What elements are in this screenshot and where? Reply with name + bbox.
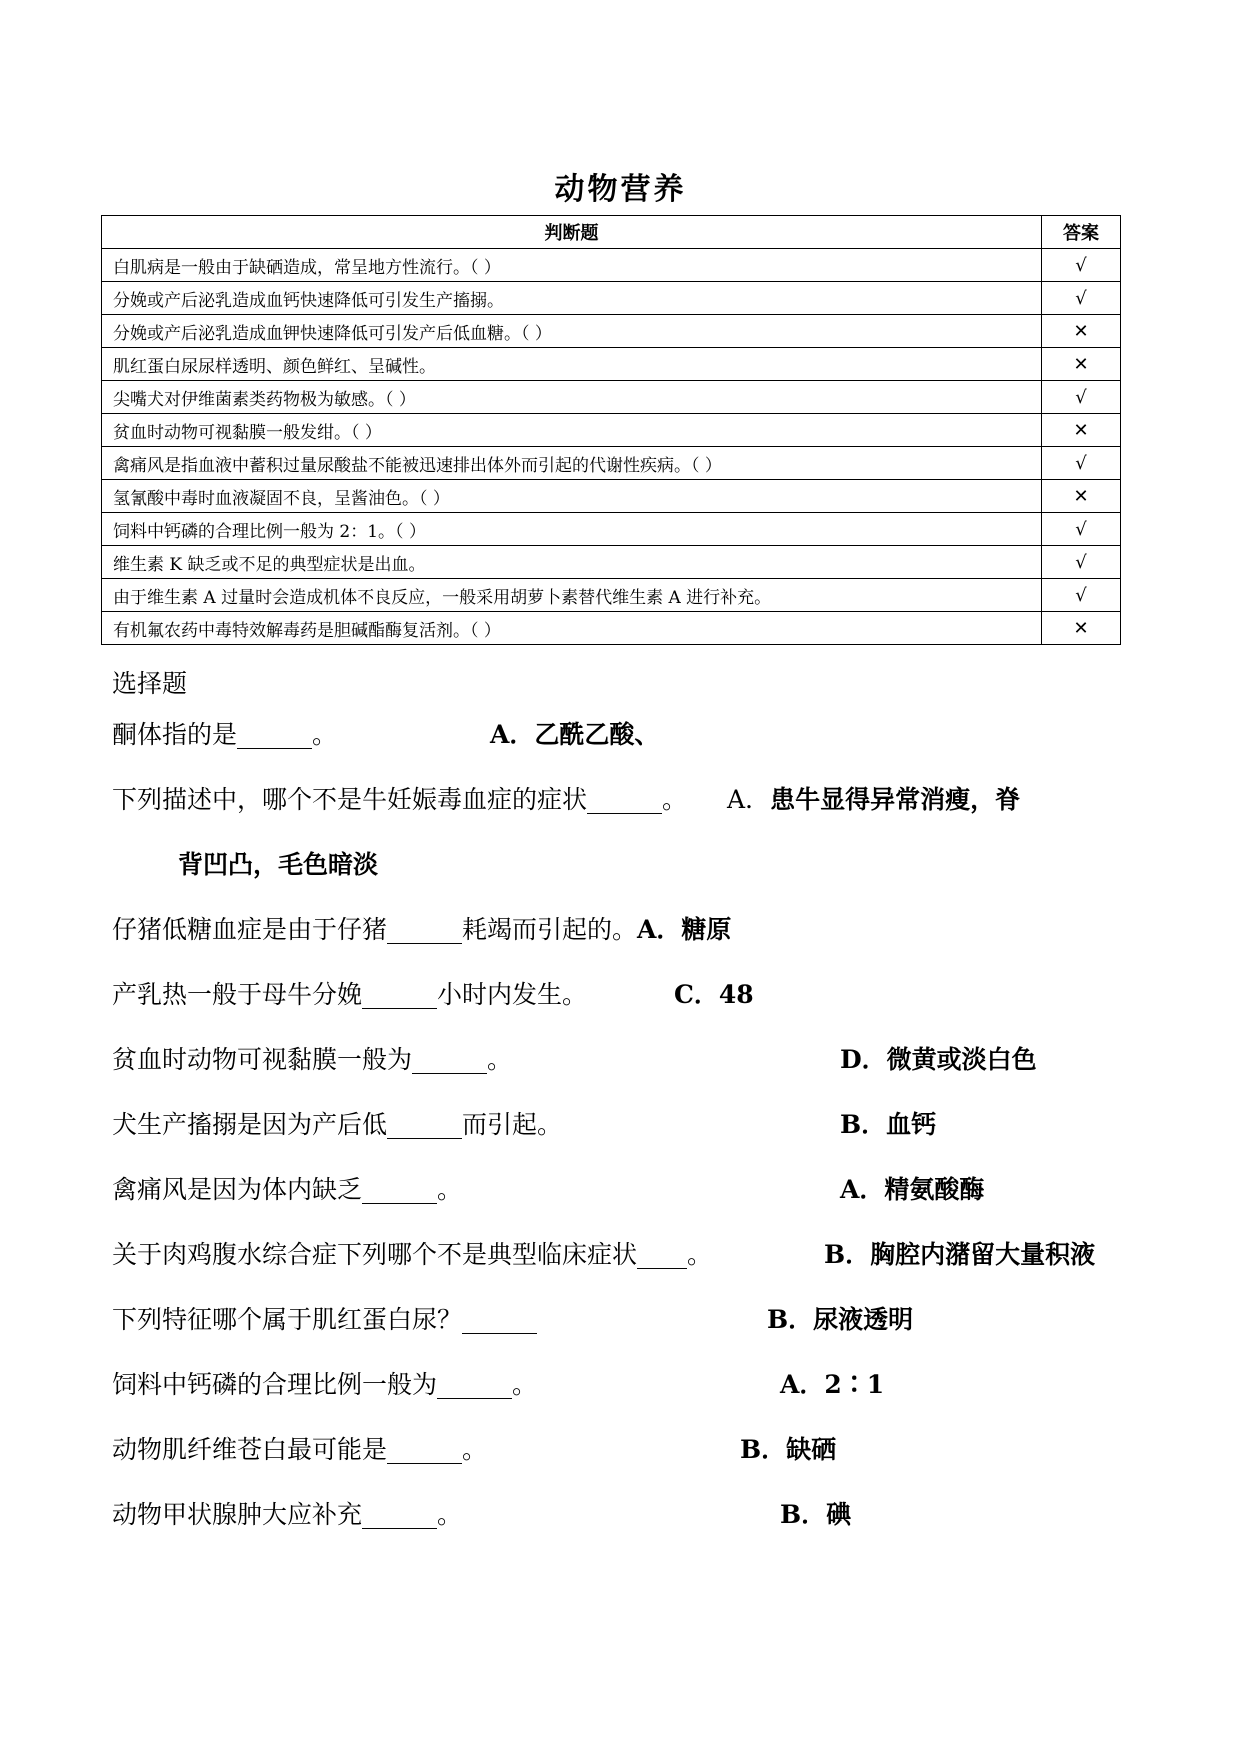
question-text: 动物肌纤维苍白最可能是______。: [112, 1435, 488, 1464]
judgment-table: [101, 215, 1121, 645]
answer-text: C．48: [674, 980, 754, 1009]
question-cell: 白肌病是一般由于缺硒造成，常呈地方性流行。（ ）: [102, 249, 1042, 282]
header-answer: 答案: [1042, 216, 1121, 249]
table-row: [102, 249, 1121, 282]
question-text: 关于肉鸡腹水综合症下列哪个不是典型临床症状____。: [112, 1240, 713, 1269]
answer-text: A．糖原: [637, 915, 732, 944]
table-row: [102, 315, 1121, 348]
choice-list: [112, 720, 1142, 1565]
table-row: [102, 546, 1121, 579]
answer-text: B．碘: [780, 1500, 852, 1529]
question-cell: 分娩或产后泌乳造成血钙快速降低可引发生产搐搦。: [102, 282, 1042, 315]
answer-cell: ✕: [1042, 612, 1121, 645]
answer-cell: √: [1042, 579, 1121, 612]
answer-cell: √: [1042, 381, 1121, 414]
question-text: 下列描述中，哪个不是牛妊娠毒血症的症状______。: [112, 785, 688, 814]
answer-cell: √: [1042, 513, 1121, 546]
list-item: [112, 1045, 1142, 1110]
answer-text: D．微黄或淡白色: [840, 1045, 1037, 1074]
question-cell: 分娩或产后泌乳造成血钾快速降低可引发产后低血糖。（ ）: [102, 315, 1042, 348]
list-item: [112, 1305, 1142, 1370]
list-item: [112, 1435, 1142, 1500]
question-text: 饲料中钙磷的合理比例一般为______。: [112, 1370, 538, 1399]
answer-cell: ✕: [1042, 348, 1121, 381]
list-item: [112, 915, 1142, 980]
question-cell: 贫血时动物可视黏膜一般发绀。（ ）: [102, 414, 1042, 447]
answer-text: A．2∶1: [780, 1370, 885, 1399]
question-cell: 由于维生素 A 过量时会造成机体不良反应，一般采用胡萝卜素替代维生素 A 进行补充。: [102, 579, 1042, 612]
list-item: [112, 1370, 1142, 1435]
answer-text: A．精氨酸酶: [840, 1175, 985, 1204]
question-text: 下列特征哪个属于肌红蛋白尿？______: [112, 1305, 538, 1334]
list-item: [112, 980, 1142, 1045]
question-cell: 维生素 K 缺乏或不足的典型症状是出血。: [102, 546, 1042, 579]
question-cell: 禽痛风是指血液中蓄积过量尿酸盐不能被迅速排出体外而引起的代谢性疾病。（ ）: [102, 447, 1042, 480]
answer-cell: √: [1042, 282, 1121, 315]
choice-section-title: 选择题: [112, 669, 188, 698]
table-row: [102, 480, 1121, 513]
list-item: [112, 785, 1142, 915]
answer-text: B．血钙: [840, 1110, 937, 1139]
answer-cell: ✕: [1042, 414, 1121, 447]
question-text: 酮体指的是______。: [112, 720, 338, 749]
answer-cell: ✕: [1042, 315, 1121, 348]
answer-cell: √: [1042, 249, 1121, 282]
table-header-row: [102, 216, 1121, 249]
answer-cell: √: [1042, 546, 1121, 579]
table-row: [102, 447, 1121, 480]
question-cell: 饲料中钙磷的合理比例一般为 2：1。（ ）: [102, 513, 1042, 546]
question-text: 禽痛风是因为体内缺乏______。: [112, 1175, 463, 1204]
question-cell: 尖嘴犬对伊维菌素类药物极为敏感。（ ）: [102, 381, 1042, 414]
answer-prefix: A．: [727, 785, 771, 814]
answer-text: A．乙酰乙酸、: [490, 720, 660, 749]
answer-continuation: 背凹凸，毛色暗淡: [178, 850, 379, 879]
table-row: [102, 348, 1121, 381]
table-row: [102, 381, 1121, 414]
list-item: [112, 1240, 1142, 1305]
question-text: 贫血时动物可视黏膜一般为______。: [112, 1045, 513, 1074]
answer-text: B．缺硒: [740, 1435, 837, 1464]
list-item: [112, 720, 1142, 785]
list-item: [112, 1175, 1142, 1240]
table-row: [102, 513, 1121, 546]
answer-text: B．尿液透明: [767, 1305, 914, 1334]
question-text: 产乳热一般于母牛分娩______小时内发生。: [112, 980, 588, 1009]
table-row: [102, 612, 1121, 645]
question-cell: 氢氰酸中毒时血液凝固不良，呈酱油色。（ ）: [102, 480, 1042, 513]
question-text: 仔猪低糖血症是由于仔猪______耗竭而引起的。: [112, 915, 638, 944]
answer-text: B．胸腔内潴留大量积液: [824, 1240, 1096, 1269]
page-title: 动物营养: [554, 172, 687, 207]
table-row: [102, 579, 1121, 612]
table-row: [102, 414, 1121, 447]
list-item: [112, 1500, 1142, 1565]
answer-text: 患牛显得异常消瘦，脊: [770, 785, 1021, 814]
answer-cell: ✕: [1042, 480, 1121, 513]
question-text: 犬生产搐搦是因为产后低______而引起。: [112, 1110, 563, 1139]
question-text: 动物甲状腺肿大应补充______。: [112, 1500, 463, 1529]
answer-cell: √: [1042, 447, 1121, 480]
question-cell: 肌红蛋白尿尿样透明、颜色鲜红、呈碱性。: [102, 348, 1042, 381]
question-cell: 有机氟农药中毒特效解毒药是胆碱酯酶复活剂。（ ）: [102, 612, 1042, 645]
list-item: [112, 1110, 1142, 1175]
table-row: [102, 282, 1121, 315]
header-question: 判断题: [102, 216, 1042, 249]
